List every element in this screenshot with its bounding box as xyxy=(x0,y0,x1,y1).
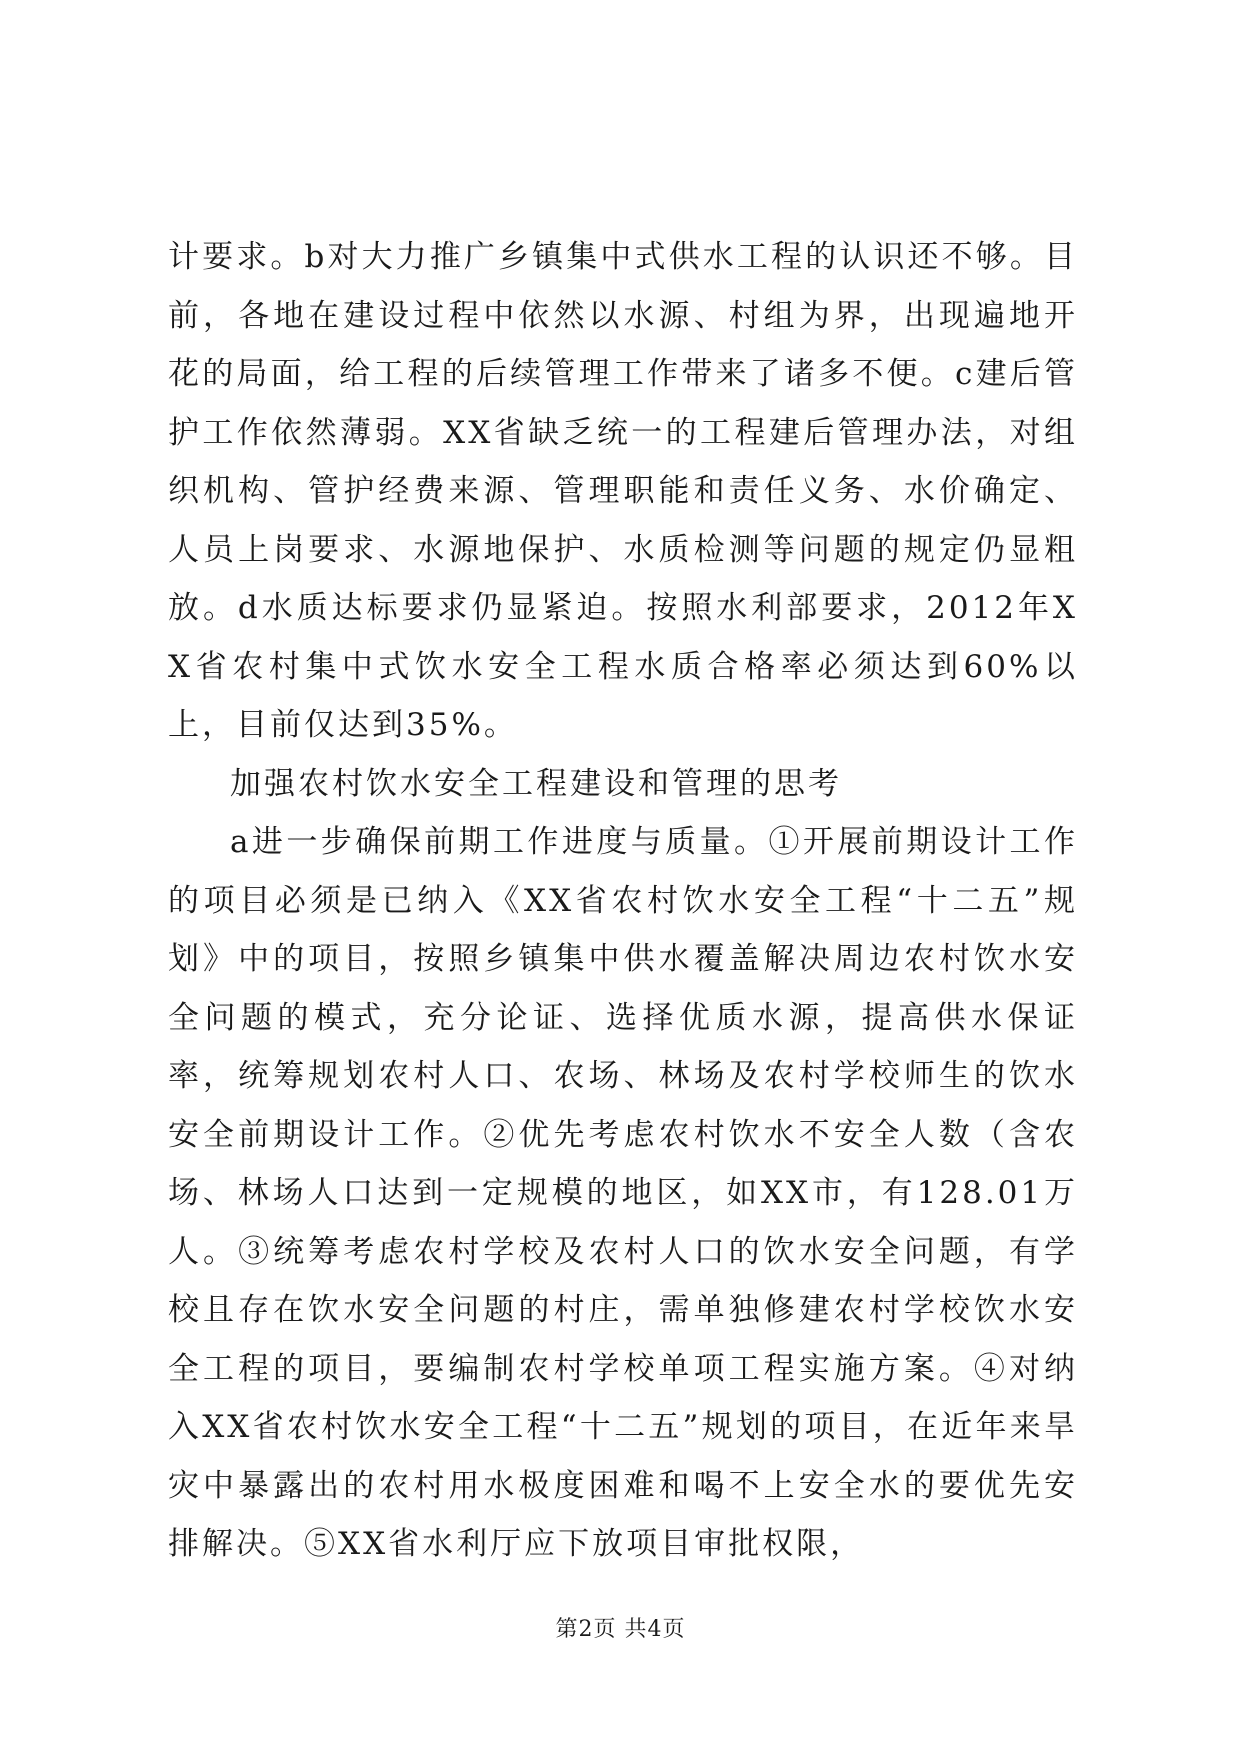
paragraph-2: a进一步确保前期工作进度与质量。①开展前期设计工作的项目必须是已纳入《XX省农村饮水安全工程“十二五”规划》中的项目，按照乡镇集中供水覆盖解决周边农村饮水安全问题的模式，充分论证、选择优质水源，提高供水保证率，统筹规划农村人口、农场、林场及农村学校师生的饮水安全前期设计工作。②优先考虑农村饮水不安全人数（含农场、林场人口达到一定规模的地区，如XX市，有128.01万人。③统筹考虑农村学校及农村人口的饮水安全问题，有学校且存在饮水安全问题的村庄，需单独修建农村学校饮水安全工程的项目，要编制农村学校单项工程实施方案。④对纳入XX省农村饮水安全工程“十二五”规划的项目，在近年来旱灾中暴露出的农村用水极度困难和喝不上安全水的要优先安排解决。⑤XX省水利厅应下放项目审批权限， xyxy=(168,824,1078,1562)
page-footer: 第2页 共4页 xyxy=(555,1617,686,1642)
paragraph-1: 计要求。b对大力推广乡镇集中式供水工程的认识还不够。目前，各地在建设过程中依然以水源、村组为界，出现遍地开花的局面，给工程的后续管理工作带来了诸多不便。c建后管护工作依然薄弱。XX省缺乏统一的工程建后管理办法，对组织机构、管护经费来源、管理职能和责任义务、水价确定、人员上岗要求、水源地保护、水质检测等问题的规定仍显粗放。d水质达标要求仍显紧迫。按照水利部要求，2012年XX省农村集中式饮水安全工程水质合格率必须达到60%以上，目前仅达到35%。 xyxy=(168,239,1078,743)
section-heading: 加强农村饮水安全工程建设和管理的思考 xyxy=(230,765,842,802)
document-body xyxy=(168,228,1078,1574)
